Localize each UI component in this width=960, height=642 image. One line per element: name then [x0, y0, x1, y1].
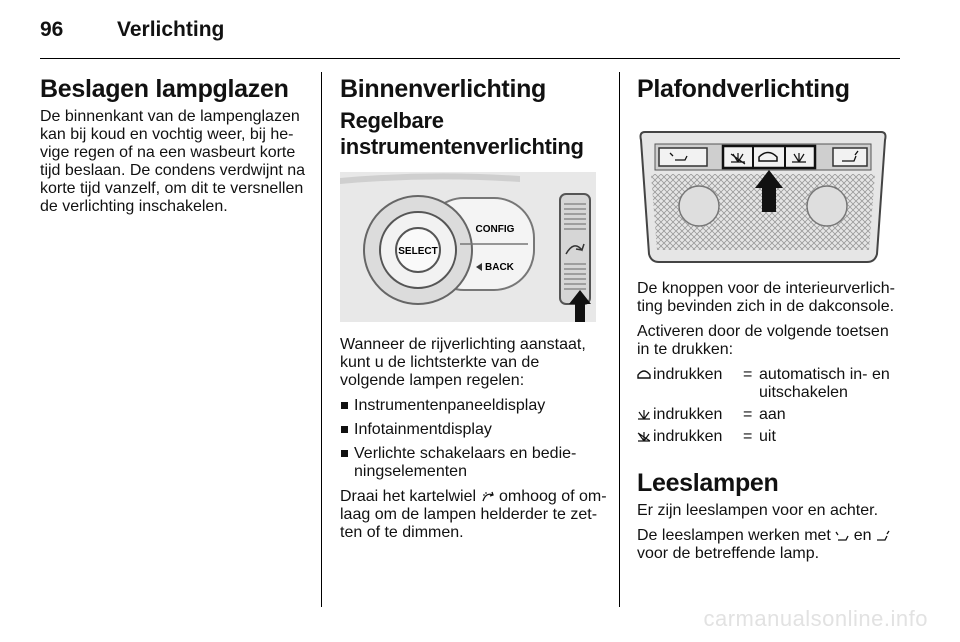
column-interior-lighting	[340, 74, 608, 549]
reading-lamp-left-button[interactable]	[659, 148, 707, 166]
reading-lamp-right-icon	[876, 529, 890, 542]
console-location-text: De knoppen voor de interieurverlich-ting bevinden zich in de dakconsole.	[637, 280, 895, 315]
dome-light-buttons[interactable]	[723, 146, 815, 168]
dimmer-instruction-end: omhoog of om-laag om de lampen helderder te zet-ten of te dimmen.	[340, 488, 607, 541]
page-number: 96	[40, 18, 64, 41]
reading-lamps-heading: Leeslampen	[637, 469, 779, 497]
row-equals: =	[743, 428, 753, 445]
dimmer-instruction-start: Draai het kartelwiel	[340, 488, 477, 505]
door-icon	[637, 368, 651, 380]
reading-lamp-left-icon	[835, 529, 849, 542]
row-key: indrukken	[653, 428, 723, 445]
row-value: automatisch in- en uitschakelen	[759, 366, 890, 401]
interior-lighting-heading: Binnenverlichting	[340, 75, 547, 103]
row-equals: =	[743, 366, 753, 383]
fogged-lamps-heading: Beslagen lampglazen	[40, 75, 289, 103]
page-header	[40, 18, 224, 42]
list-item: Verlichte schakelaars en bedie-ningselementen	[340, 445, 608, 481]
list-item: Instrumentenpaneeldisplay	[340, 397, 608, 415]
fogged-lamps-text: De binnenkant van de lampenglazen kan bij koud en vochtig weer, bij he-vige regen of na een wasbeurt korte tijd beslaan. De condens verdwijnt na korte tijd vanzelf, om dit te versnellen de verlichting inschakelen.	[40, 108, 306, 215]
thumbwheel-icon	[560, 194, 590, 304]
reading-lamps-usage	[637, 527, 905, 563]
ceiling-lighting-heading: Plafondverlichting	[637, 75, 850, 103]
activate-text: Activeren door de volgende toetsen in te drukken:	[637, 323, 889, 358]
usage-text-end: voor de betreffende lamp.	[637, 545, 820, 562]
back-label: BACK	[485, 262, 514, 273]
dimmer-wheel-icon	[481, 490, 495, 503]
row-equals: =	[743, 406, 753, 423]
column-divider-2	[619, 72, 620, 607]
column-fogged-lamps	[40, 74, 306, 223]
header-rule	[40, 58, 900, 59]
dimmer-wheel-figure	[340, 172, 596, 322]
reading-lamp-right-button[interactable]	[833, 148, 867, 166]
front-left-lamp-icon	[679, 186, 719, 226]
section-title: Verlichting	[117, 18, 225, 41]
column-divider-1	[321, 72, 322, 607]
row-value: uit	[759, 428, 776, 445]
table-row	[637, 428, 905, 450]
table-row	[637, 406, 905, 428]
button-function-table	[637, 366, 905, 450]
dimmable-lamps-list	[340, 397, 608, 481]
dimmer-instruction	[340, 488, 608, 542]
select-label: SELECT	[398, 246, 438, 257]
reading-lamps-text: Er zijn leeslampen voor en achter.	[637, 502, 879, 519]
row-value: aan	[759, 406, 786, 423]
list-item: Infotainmentdisplay	[340, 421, 608, 439]
column-ceiling-lighting	[637, 74, 905, 570]
usage-text-start: De leeslampen werken met	[637, 527, 831, 544]
front-right-lamp-icon	[807, 186, 847, 226]
watermark: carmanualsonline.info	[703, 606, 928, 631]
row-key: indrukken	[653, 366, 723, 383]
config-label: CONFIG	[475, 224, 515, 235]
light-off-icon	[637, 430, 651, 442]
usage-text-mid: en	[853, 527, 872, 544]
table-row	[637, 366, 905, 406]
light-on-icon	[637, 408, 651, 420]
dimmable-lighting-heading: Regelbare instrumentenverlichting	[340, 108, 584, 159]
overhead-console-figure	[637, 126, 889, 266]
dimmer-intro: Wanneer de rijverlichting aanstaat, kunt u de lichtsterkte van de volgende lampen regelen:	[340, 336, 586, 389]
row-key: indrukken	[653, 406, 723, 423]
